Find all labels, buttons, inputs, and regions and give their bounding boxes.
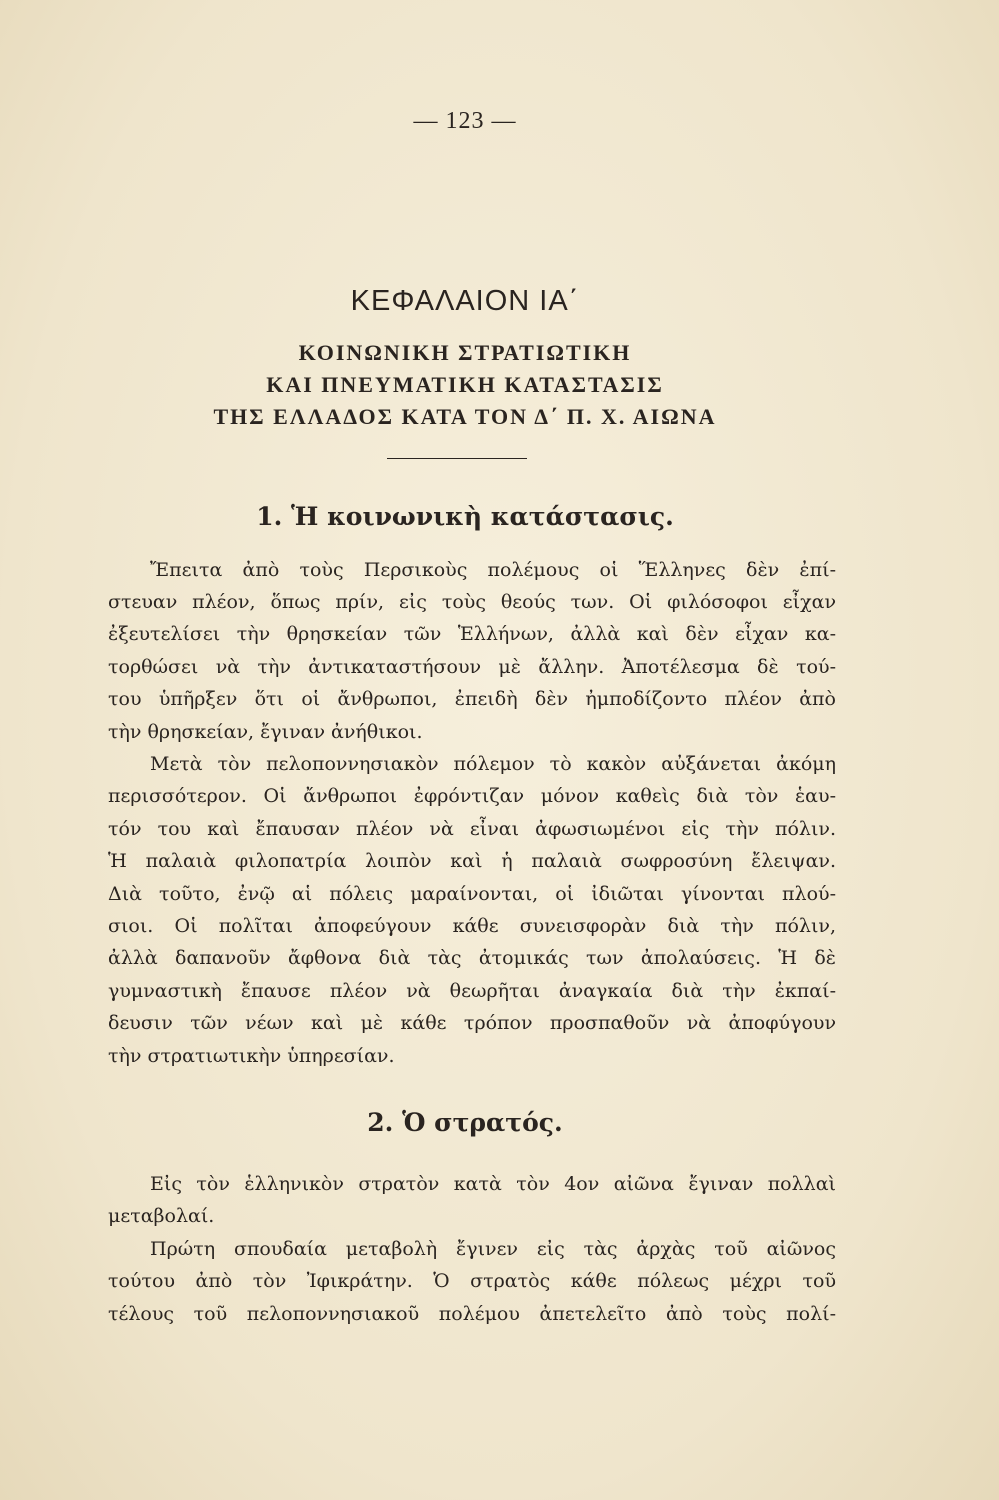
text-line: σιοι. Οἱ πολῖται ἀποφεύγουν κάθε συνεισφορὰν διὰ τὴν πόλιν, xyxy=(108,915,836,937)
text-line: Ἔπειτα ἀπὸ τοὺς Περσικοὺς πολέμους οἱ Ἕλληνες δὲν ἐπί- xyxy=(150,559,836,581)
text-line: ἐξευτελίσει τὴν θρησκείαν τῶν Ἑλλήνων, ἀλλὰ καὶ δὲν εἶχαν κα- xyxy=(108,623,836,645)
chapter-subtitle-line: ΚΑΙ ΠΝΕΥΜΑΤΙΚΗ ΚΑΤΑΣΤΑΣΙΣ xyxy=(266,372,664,397)
chapter-title: ΚΕΦΑΛΑΙΟΝ ΙΑ΄ xyxy=(350,285,580,317)
text-line: Εἰς τὸν ἑλληνικὸν στρατὸν κατὰ τὸν 4ον αἰῶνα ἔγιναν πολλαὶ xyxy=(150,1173,836,1195)
text-line: δευσιν τῶν νέων καὶ μὲ κάθε τρόπον προσπαθοῦν νὰ ἀποφύγουν xyxy=(108,1012,836,1034)
text-line: μεταβολαί. xyxy=(108,1205,215,1227)
section-heading: 2. Ὁ στρατός. xyxy=(367,1108,563,1137)
text-line: τούτου ἀπὸ τὸν Ἰφικράτην. Ὁ στρατὸς κάθε πόλεως μέχρι τοῦ xyxy=(108,1270,836,1292)
text-line: τορθώσει νὰ τὴν ἀντικαταστήσουν μὲ ἄλλην. Ἀποτέλεσμα δὲ τού- xyxy=(108,656,836,678)
text-line: τὴν θρησκείαν, ἔγιναν ἀνήθικοι. xyxy=(108,721,423,743)
text-line: Διὰ τοῦτο, ἐνῷ αἱ πόλεις μαραίνονται, οἱ ἰδιῶται γίνονται πλού- xyxy=(108,883,836,905)
text-line: του ὑπῆρξεν ὅτι οἱ ἄνθρωποι, ἐπειδὴ δὲν ἠμποδίζοντο πλέον ἀπὸ xyxy=(108,688,836,710)
text-line: στευαν πλέον, ὅπως πρίν, εἰς τοὺς θεούς των. Οἱ φιλόσοφοι εἶχαν xyxy=(108,591,836,613)
text-line: Πρώτη σπουδαία μεταβολὴ ἔγινεν εἰς τὰς ἀρχὰς τοῦ αἰῶνος xyxy=(150,1238,836,1260)
text-line: τέλους τοῦ πελοποννησιακοῦ πολέμου ἀπετελεῖτο ἀπὸ τοὺς πολί- xyxy=(108,1303,836,1325)
section-heading: 1. Ἡ κοινωνικὴ κατάστασις. xyxy=(256,502,674,531)
text-line: Ἡ παλαιὰ φιλοπατρία λοιπὸν καὶ ἡ παλαιὰ σωφροσύνη ἔλειψαν. xyxy=(108,850,836,872)
chapter-subtitle-line: ΤΗΣ ΕΛΛΑΔΟΣ ΚΑΤΑ ΤΟΝ Δ΄ Π. Χ. ΑΙΩΝΑ xyxy=(213,404,717,429)
text-line: τὴν στρατιωτικὴν ὑπηρεσίαν. xyxy=(108,1045,395,1067)
text-line: γυμναστικὴ ἔπαυσε πλέον νὰ θεωρῆται ἀναγκαία διὰ τὴν ἐκπαί- xyxy=(108,980,836,1002)
text-line: ἀλλὰ δαπανοῦν ἄφθονα διὰ τὰς ἀτομικάς των ἀπολαύσεις. Ἡ δὲ xyxy=(108,947,836,969)
text-line: τόν του καὶ ἔπαυσαν πλέον νὰ εἶναι ἀφωσιωμένοι εἰς τὴν πόλιν. xyxy=(108,818,836,840)
chapter-subtitle-line: ΚΟΙΝΩΝΙΚΗ ΣΤΡΑΤΙΩΤΙΚΗ xyxy=(298,340,632,365)
text-line: περισσότερον. Οἱ ἄνθρωποι ἐφρόντιζαν μόνον καθεὶς διὰ τὸν ἑαυ- xyxy=(108,785,836,807)
divider-rule xyxy=(387,458,527,459)
page-number: — 123 — xyxy=(413,108,517,134)
text-line: Μετὰ τὸν πελοποννησιακὸν πόλεμον τὸ κακὸν αὐξάνεται ἀκόμη xyxy=(150,753,836,775)
